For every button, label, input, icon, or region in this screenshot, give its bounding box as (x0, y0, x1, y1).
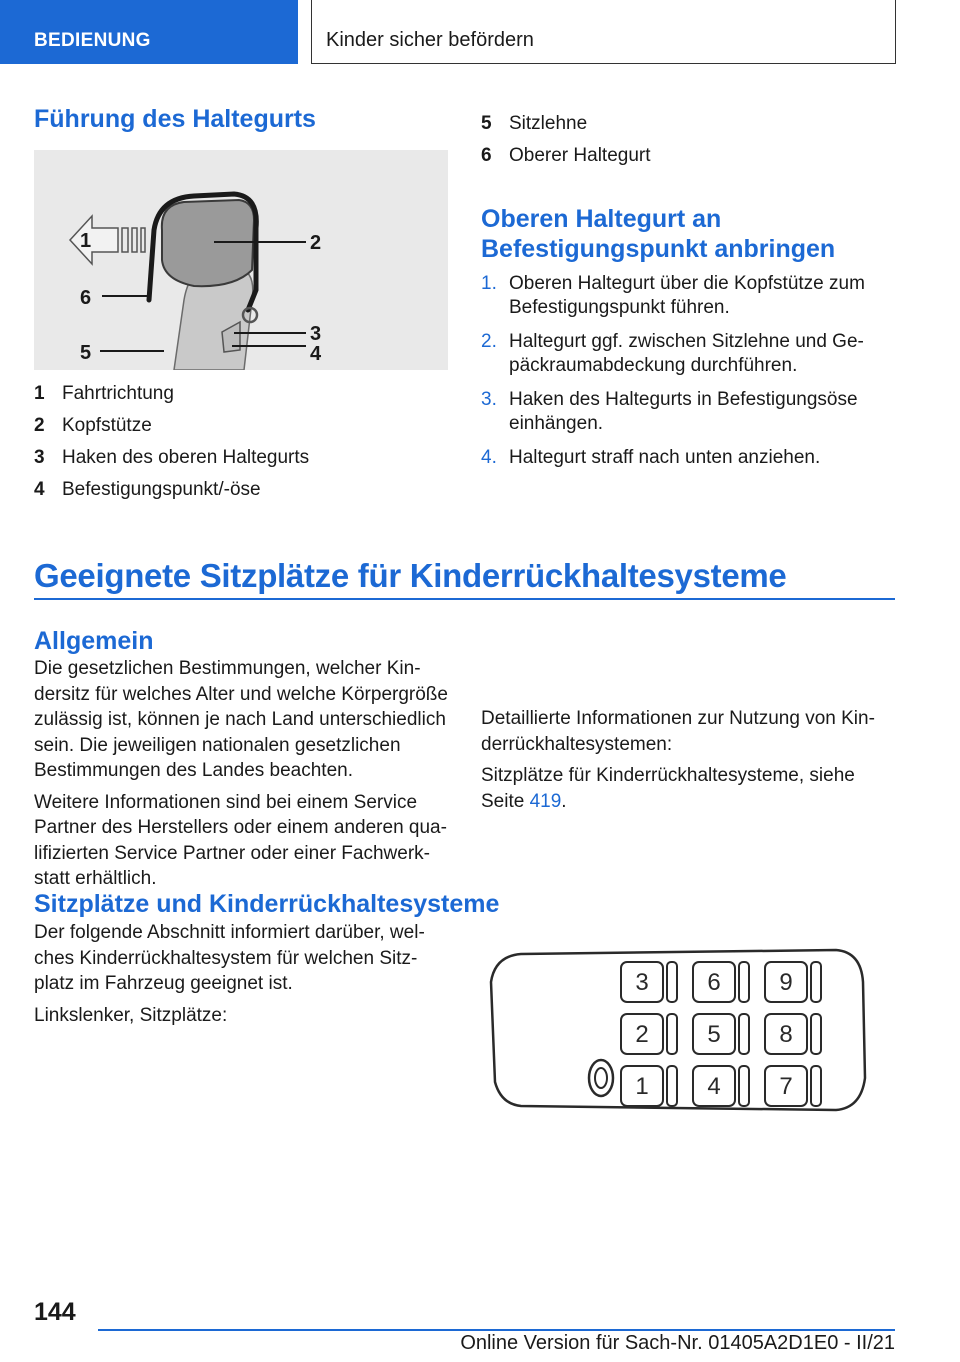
step-item (481, 330, 891, 378)
page-reference-link[interactable]: 419 (529, 790, 562, 812)
seat-layout-figure (481, 942, 873, 1118)
seat-number-8: 8 (779, 1021, 793, 1048)
general-heading: Allgemein (34, 627, 154, 655)
legend-num: 4 (34, 479, 45, 500)
legend-item (34, 378, 444, 410)
legend-label: Sitzlehne (509, 113, 588, 134)
legend-num: 3 (34, 447, 45, 468)
legend-label: Oberer Haltegurt (509, 145, 651, 166)
legend-item (34, 410, 444, 442)
seats-text (34, 920, 444, 1034)
footer-rule (98, 1329, 895, 1331)
seat-number-9: 9 (779, 969, 793, 996)
headrest-illustration (34, 150, 448, 370)
seats-heading: Sitzplätze und Kinderrückhaltesysteme (34, 890, 500, 918)
legend-label: Kopfstütze (62, 415, 152, 436)
reference-text: Sitzplätze für Kinderrückhaltesysteme, siehe Seite (481, 765, 855, 812)
general-paragraph: Die gesetzlichen Bestimmungen, welcher Kindersitz für welches Alter und welche Körpergröße zulässig ist, können je nach Land unterschiedlich sein. Die jeweiligen nationalen gesetzlichen Bestimmungen des Landes beachten. (34, 658, 448, 781)
figure-legend-right (481, 108, 891, 172)
seat-number-7: 7 (779, 1073, 793, 1100)
callout-4: 4 (310, 343, 322, 365)
general-text-right (481, 706, 891, 820)
legend-item (481, 140, 891, 172)
legend-num: 6 (481, 145, 492, 166)
callout-2: 2 (310, 232, 322, 254)
seat-number-6: 6 (707, 969, 721, 996)
step-item (481, 272, 891, 320)
seat-number-5: 5 (707, 1021, 721, 1048)
tether-routing-heading: Führung des Haltegurts (34, 105, 316, 133)
legend-num: 1 (34, 383, 45, 404)
step-text: Haltegurt ggf. zwischen Sitzlehne und Gepäckraumabdeckung durchführen. (509, 331, 864, 376)
step-num: 2. (481, 331, 497, 352)
heading-rule (34, 598, 895, 600)
reference-end: . (561, 790, 567, 812)
callout-5: 5 (80, 342, 92, 364)
callout-6: 6 (80, 287, 92, 309)
legend-label: Fahrtrichtung (62, 383, 174, 404)
legend-num: 2 (34, 415, 45, 436)
step-text: Oberen Haltegurt über die Kopfstütze zum Befestigungspunkt führen. (509, 273, 865, 318)
legend-num: 5 (481, 113, 492, 134)
step-item (481, 446, 891, 470)
step-text: Haltegurt straff nach unten anziehen. (509, 447, 821, 468)
legend-item (481, 108, 891, 140)
legend-item (34, 442, 444, 474)
legend-label: Befestigungspunkt/-öse (62, 479, 261, 500)
seats-paragraph: Der folgende Abschnitt informiert darüber, welches Kinderrückhaltesystem für welchen Sitzplatz im Fahrzeug geeignet ist. (34, 922, 425, 994)
suitable-seats-heading: Geeignete Sitzplätze für Kinderrückhaltesysteme (34, 557, 787, 594)
legend-item (34, 474, 444, 506)
chapter-title: Kinder sicher befördern (311, 0, 896, 64)
seat-number-3: 3 (635, 969, 649, 996)
callout-3: 3 (310, 323, 322, 345)
seat-number-4: 4 (707, 1073, 721, 1100)
callout-1: 1 (80, 230, 92, 252)
general-paragraph: Detaillierte Informationen zur Nutzung von Kinderrückhaltesystemen: (481, 708, 875, 755)
seat-number-1: 1 (635, 1073, 649, 1100)
legend-label: Haken des oberen Haltegurts (62, 447, 310, 468)
step-num: 4. (481, 447, 497, 468)
figure-legend-left (34, 378, 444, 506)
section-tab[interactable]: BEDIENUNG (0, 0, 298, 64)
seat-number-2: 2 (635, 1021, 649, 1048)
footer-version-text: Online Version für Sach-Nr. 01405A2D1E0 - II/21 (460, 1332, 895, 1354)
step-num: 3. (481, 389, 497, 410)
step-item (481, 388, 891, 436)
step-text: Haken des Haltegurts in Befestigungsöse einhängen. (509, 389, 858, 434)
tether-routing-figure (34, 150, 448, 370)
seats-paragraph: Linkslenker, Sitzplätze: (34, 1004, 228, 1026)
general-paragraph: Weitere Informationen sind bei einem Service Partner des Herstellers oder einem anderen qualifizierten Service Partner oder einer Fachwerkstatt erhältlich. (34, 791, 447, 889)
attach-tether-steps (481, 272, 891, 480)
general-text-left (34, 656, 454, 898)
step-num: 1. (481, 273, 497, 294)
attach-tether-heading: Oberen Haltegurt an Befestigungspunkt anbringen (481, 205, 836, 263)
seat-layout-diagram (481, 942, 873, 1118)
general-paragraph (481, 763, 891, 814)
page-number: 144 (34, 1298, 76, 1326)
